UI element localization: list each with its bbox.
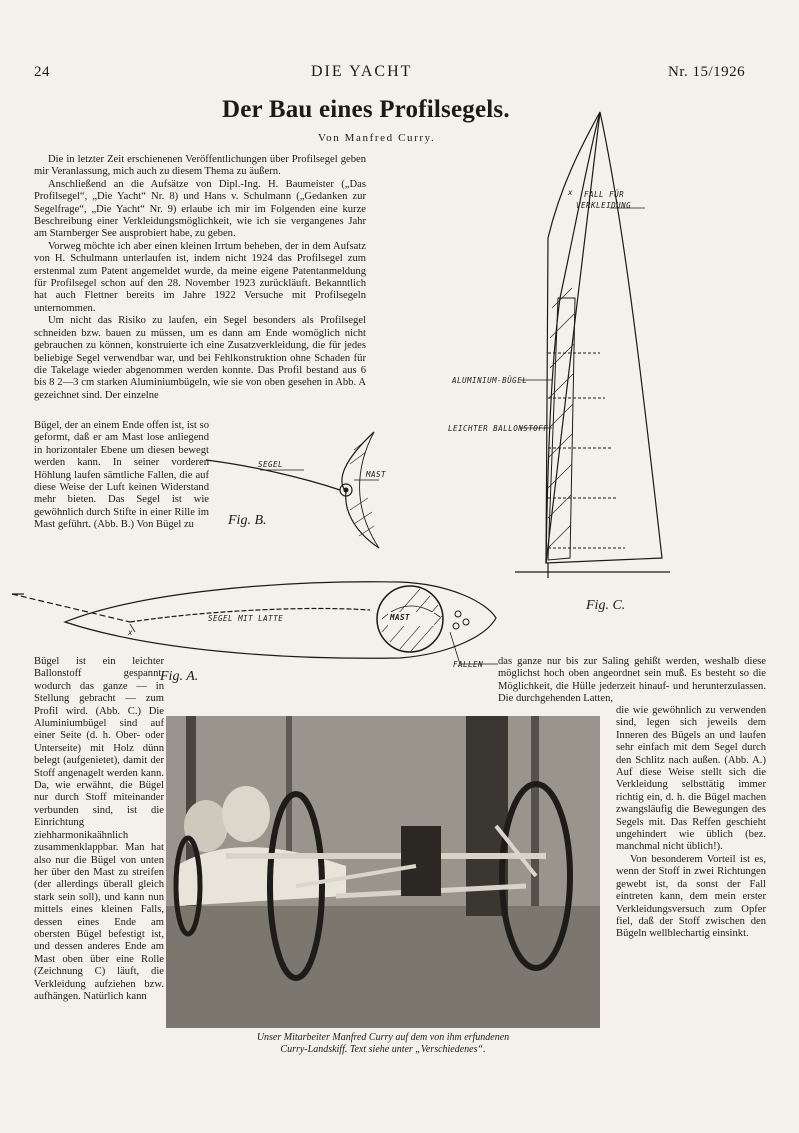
paragraph: Vorweg möchte ich aber einen kleinen Irrtum beheben, der in dem Aufsatz von H. Schulmann unterlaufen ist, indem nicht 1924 das Profilsegel zum erstenmal zum Patent angemeldet wurde, da meine eigene Patentanmeldung für Profilsegel schon auf den 28. November 1923 zurückläuft. Bekanntlich hat auch Flettner bereits im Jahre 1922 Versuche mit Profilsegeln unternommen. — [34, 240, 366, 314]
paragraph: Um nicht das Risiko zu laufen, ein Segel besonders als Profilsegel schneiden bzw. bauen zu müssen, um es dann am Ende womöglich nicht gebrauchen zu können, konstruierte ich eine Zusatzverkleidung, die für jedes beliebige Segel verwendbar war, und bei Fehlkonstruktion ohne Schaden für die Takelage wieder abgenommen werden konnte. Das Profil bestand aus 6 bis 8 2—3 cm starken Aluminiumbügeln, wie sie von oben gesehen in Abb. A gezeichnet sind. Der einzelne — [34, 315, 366, 401]
magazine-title: DIE YACHT — [311, 63, 413, 80]
fig-a-label: Fig. A. — [160, 669, 199, 684]
article-right-top — [498, 656, 766, 706]
photo-caption-line-1: Unser Mitarbeiter Manfred Curry auf dem von ihm erfundenen — [256, 1032, 510, 1043]
article-byline: Von Manfred Curry. — [318, 132, 436, 144]
fig-c-buegel-label: ALUMINIUM-BÜGEL — [452, 376, 528, 385]
paragraph: das ganze nur bis zur Saling gehißt werden, weshalb diese möglichst hoch oben angeordnet sein muß. Es besteht so die Möglichkeit, die Hülle jederzeit hinauf- und herunterzulassen. Die durchgehenden Latten, — [498, 656, 766, 705]
fig-b-label: Fig. B. — [228, 513, 267, 528]
photo-caption-line-2: Curry-Landskiff. Text siehe unter „Verschiedenes“. — [280, 1044, 486, 1055]
article-title: Der Bau eines Profilsegels. — [222, 96, 510, 123]
paragraph: Von besonderem Vorteil ist es, wenn der Stoff in zwei Richtungen gewebt ist, da sonst der Fall eintreten kann, dem mein erster Verkleidungsversuch zum Opfer fiel, daß der Stoff zwischen den Bügeln wellblechartig einsinkt. — [616, 853, 766, 940]
article-right-column — [616, 705, 766, 941]
photo-caption — [176, 1032, 590, 1056]
fig-b-mast-label: MAST — [366, 470, 387, 479]
page-number: 24 — [34, 64, 50, 80]
fig-c-stoff-label: LEICHTER BALLONSTOFF — [448, 424, 549, 433]
paragraph: Die in letzter Zeit erschienenen Veröffentlichungen über Profilsegel geben mir Veranlassung, mich auch zu diesem Thema zu äußern. — [34, 154, 366, 178]
figure-c-sail-drawing — [440, 108, 670, 578]
figure-b-mast-section — [204, 430, 389, 550]
fig-c-label: Fig. C. — [586, 598, 626, 613]
fig-c-point-marker: x — [568, 188, 574, 197]
fig-a-fallen-label: FALLEN — [453, 660, 484, 669]
article-left-column — [34, 656, 164, 1003]
article-intro — [34, 154, 366, 402]
article-narrow-column — [34, 420, 209, 532]
fig-a-sail-label: SEGEL MIT LATTE — [208, 614, 284, 623]
fig-c-fall-label: FALL FÜR — [584, 190, 625, 199]
issue-number: Nr. 15/1926 — [668, 64, 746, 80]
paragraph: Bügel, der an einem Ende offen ist, ist so geformt, daß er am Mast lose anliegend in horizontaler Ebene um diesen bewegt werden kann. In seiner vorderen Höhlung laufen sämtliche Fallen, die auf diese Weise der Luft keinen Widerstand mehr bieten. Das Segel ist wie gewöhnlich durch Stifte in einer Rille im Mast geführt. (Abb. B.) Von Bügel zu — [34, 420, 209, 531]
fig-a-mast-label: MAST — [390, 613, 411, 622]
paragraph: Anschließend an die Aufsätze von Dipl.-Ing. H. Baumeister („Das Profilsegel“, „Die Yacht“ Nr. 8) und Hans v. Schulmann („Gedanken zur Segelfrage“, „Die Yacht“ Nr. 9) erlaube ich mir im Folgenden eine kurze Beschreibung einer Verkleidungsmöglichkeit, wie ich sie vergangenes Jahr am Starnberger See ausprobiert habe, zu geben. — [34, 178, 366, 240]
fig-b-segel-label: SEGEL — [258, 460, 284, 469]
landskiff-photo-illustration — [166, 716, 600, 1028]
paragraph: Bügel ist ein leichter Ballonstoff gespannt, wodurch das ganze — in Stellung gebracht — zum Profil wird. (Abb. C.) Die Aluminiumbügel sind auf einer Seite (d. h. Ober- oder Unterseite) mit Holz dünn belegt (aufgenietet), damit der Stoff angenagelt werden kann. Da, wie erwähnt, die Bügel nur durch Stoff miteinander verbunden sind, ist die Einrichtung ziehharmonikaähnlich zusammenklappbar. Man hat also nur die Bügel von unten her über den Mast zu streifen (der allerdings überall gleich stark sein soll), und kann nun mittels eines kleinen Falls, dessen eines Ende am obersten Bügel befestigt ist, und dessen anderes Ende am Mast oben über eine Rolle (Zeichnung C) läuft, die Verkleidung aufziehen bzw. aufhängen. Natürlich kann — [34, 656, 164, 1002]
paragraph: die wie gewöhnlich zu verwenden sind, legen sich jeweils dem Inneren des Bügels an und laufen sehr einfach mit dem Segel durch den Schlitz nach außen. (Abb. A.) Auf diese Weise stellt sich die Verkleidung selbsttätig immer richtig ein, d. h. die Bügel machen zwangsläufig die Bewegungen des Segels mit. Das Reffen geschieht ungehindert wie üblich (bez. manchmal nicht üblich!). — [616, 705, 766, 853]
leech-line — [12, 594, 130, 622]
fig-a-point-marker: x — [128, 628, 134, 637]
sail-outline — [546, 112, 662, 563]
fig-c-verkleidung-label: VERKLEIDUNG — [576, 201, 632, 210]
landskiff-photograph — [166, 716, 600, 1028]
